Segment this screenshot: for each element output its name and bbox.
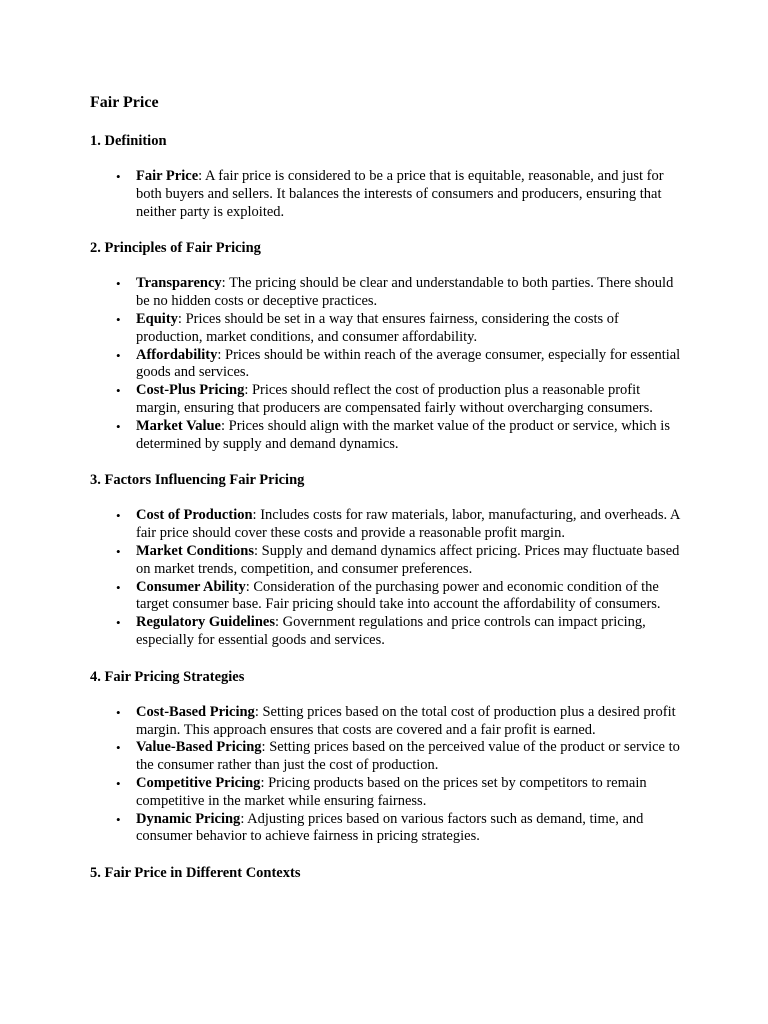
item-text: : Setting prices based on the perceived value of the product or service to the consumer rather than just the cost of production. <box>136 739 680 774</box>
bullet-icon: • <box>116 811 121 827</box>
item-text: : Prices should be within reach of the average consumer, especially for essential goods and services. <box>136 346 681 381</box>
bullet-list <box>90 275 688 453</box>
item-text: : The pricing should be clear and understandable to both parties. There should be no hidden costs or deceptive practices. <box>136 275 674 310</box>
bullet-list <box>90 168 688 221</box>
item-term: Regulatory Guidelines <box>136 614 275 631</box>
list-item <box>116 168 688 221</box>
section-strategies <box>90 668 688 846</box>
bullet-icon: • <box>116 347 121 363</box>
section-heading: 4. Fair Pricing Strategies <box>90 668 245 685</box>
item-text: : Government regulations and price controls can impact pricing, especially for essential goods and services. <box>136 614 646 648</box>
list-item <box>116 810 688 847</box>
list-item <box>116 382 688 418</box>
item-text: : Includes costs for raw materials, labor, manufacturing, and overheads. A fair price should cover these costs and provide a reasonable profit margin. <box>136 507 680 542</box>
section-definition <box>90 132 688 221</box>
item-text: : Prices should reflect the cost of production plus a reasonable profit margin, ensuring that producers are compensated fairly without overcharging consumers. <box>136 382 653 416</box>
bullet-icon: • <box>116 383 121 399</box>
item-text: : Setting prices based on the total cost of production plus a desired profit margin. This approach ensures that costs are covered and a fair profit is earned. <box>136 703 676 738</box>
item-text: : Prices should align with the market value of the product or service, which is determined by supply and demand dynamics. <box>136 417 670 452</box>
section-heading: 1. Definition <box>90 133 167 149</box>
item-text: : Supply and demand dynamics affect pricing. Prices may fluctuate based on market trends, competition, and consumer preferences. <box>136 542 680 577</box>
list-item <box>116 578 688 615</box>
item-text: : Adjusting prices based on various factors such as demand, time, and consumer behavior to achieve fairness in pricing strategies. <box>136 810 644 845</box>
list-item <box>116 275 688 311</box>
bullet-icon: • <box>116 169 121 184</box>
item-term: Consumer Ability <box>136 578 246 595</box>
bullet-icon: • <box>116 775 121 791</box>
section-contexts <box>90 864 688 882</box>
item-term: Cost-Based Pricing <box>136 703 255 720</box>
section-heading: 5. Fair Price in Different Contexts <box>90 865 301 882</box>
section-heading: 3. Factors Influencing Fair Pricing <box>90 472 305 489</box>
bullet-icon: • <box>116 579 121 595</box>
item-text: : Consideration of the purchasing power and economic condition of the target consumer base. Fair pricing should take into account the affordability of consumers. <box>136 578 661 613</box>
bullet-list <box>90 704 688 846</box>
item-text: : Prices should be set in a way that ensures fairness, considering the costs of production, market conditions, and consumer affordability. <box>136 310 619 345</box>
item-term: Transparency <box>136 275 222 292</box>
list-item <box>116 542 688 579</box>
list-item <box>116 310 688 347</box>
bullet-icon: • <box>116 276 121 292</box>
item-term: Dynamic Pricing <box>136 810 241 827</box>
section-heading: 2. Principles of Fair Pricing <box>90 240 261 257</box>
bullet-icon: • <box>116 543 121 559</box>
list-item <box>116 417 688 454</box>
section-principles <box>90 239 688 453</box>
bullet-icon: • <box>116 418 121 434</box>
list-item <box>116 507 688 543</box>
list-item <box>116 346 688 383</box>
bullet-icon: • <box>116 311 121 327</box>
item-term: Value-Based Pricing <box>136 739 262 756</box>
list-item <box>116 614 688 650</box>
list-item <box>116 774 688 811</box>
item-term: Affordability <box>136 346 218 363</box>
item-term: Cost-Plus Pricing <box>136 382 245 399</box>
item-term: Competitive Pricing <box>136 774 261 791</box>
list-item <box>116 739 688 775</box>
item-term: Cost of Production <box>136 507 253 524</box>
item-term: Market Conditions <box>136 542 255 559</box>
item-term: Equity <box>136 310 178 327</box>
bullet-list <box>90 507 688 649</box>
document-title: Fair Price <box>90 94 159 111</box>
item-text: : Pricing products based on the prices set by competitors to remain competitive in the market while ensuring fairness. <box>136 774 647 809</box>
item-term: Fair Price <box>136 168 199 184</box>
section-factors <box>90 471 688 649</box>
bullet-icon: • <box>116 740 121 756</box>
bullet-icon: • <box>116 704 121 720</box>
bullet-icon: • <box>116 615 121 631</box>
list-item <box>116 703 688 740</box>
bullet-icon: • <box>116 508 121 524</box>
item-term: Market Value <box>136 417 221 434</box>
item-text: : A fair price is considered to be a price that is equitable, reasonable, and just for both buyers and sellers. It balances the interests of consumers and producers, ensuring that neither party is exploited. <box>136 168 664 220</box>
